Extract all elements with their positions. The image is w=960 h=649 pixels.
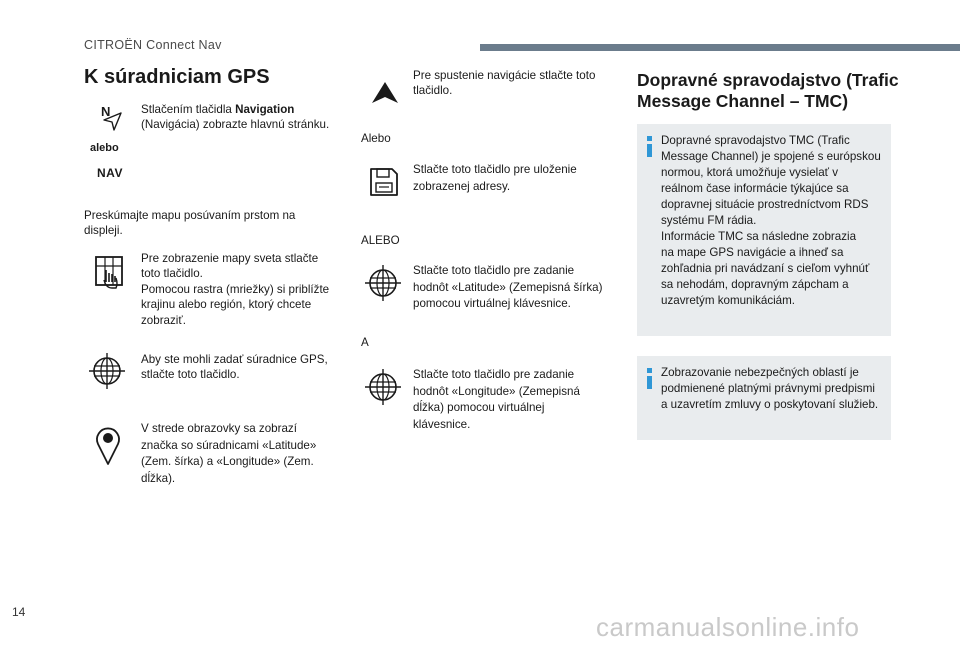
intro-prefix: Stlačením tlačidla [141, 103, 236, 116]
header-bar [480, 44, 960, 51]
save-icon [368, 166, 400, 198]
intro-text [141, 102, 341, 133]
grid-button-text: Pre zobrazenie mapy sveta stlačte toto tlačidlo. Pomocou rastra (mriežky) si priblížte krajinu alebo región, ktorý chcete zobraziť. [141, 252, 330, 327]
section-heading-tmc: Dopravné spravodajstvo (Trafic Message Channel – TMC) [637, 70, 899, 111]
gps-button-text: Aby ste mohli zadať súradnice GPS, stlačte toto tlačidlo. [141, 353, 328, 382]
manual-title: CITROËN Connect Nav [84, 38, 222, 52]
a-label: A [361, 336, 369, 349]
section-heading-gps: K súradniciam GPS [84, 66, 270, 88]
intro-suffix: (Navigácia) zobrazte hlavnú stránku. [141, 118, 330, 132]
globe-icon [364, 264, 402, 302]
alebo-label-2: Alebo [361, 132, 391, 145]
nav-button-label: NAV [97, 166, 123, 180]
explore-text: Preskúmajte mapu posúvaním prstom na displeji. [84, 209, 296, 238]
marker-text: V strede obrazovky sa zobrazí značka so súradnicami «Latitude» (Zem. šírka) a «Longitude» (Zem. dĺžka). [141, 422, 317, 485]
latitude-button-text: Stlačte toto tlačidlo pre zadanie hodnôt «Latitude» (Zemepisná šírka) pomocou virtuálnej klávesnice. [413, 264, 603, 310]
globe-icon [88, 352, 126, 390]
longitude-button-text: Stlačte toto tlačidlo pre zadanie hodnôt «Longitude» (Zemepisná dĺžka) pomocou virtuálnej klávesnice. [413, 368, 580, 431]
info-text-tmc: Dopravné spravodajstvo TMC (Trafic Message Channel) je spojené s európskou normou, ktorá umožňuje vysielať v reálnom čase informácie týkajúce sa dopravnej situácie prostredníctvom RDS systému FM rádia. Informácie TMC sa následne zobrazia na mape GPS navigácie a ihneď sa zohľadnia pri navádzaní s cieľom vyhnúť sa nehodám, dopravným zápcham a uzavretým komunikáciám. [661, 134, 881, 307]
info-text-danger-zones: Zobrazovanie nebezpečných oblastí je podmienené platnými právnymi predpismi a uzavretím zmluvy o poskytovaní služieb. [661, 366, 879, 411]
intro-bold: Navigation [235, 103, 295, 116]
start-navigation-icon [370, 81, 400, 105]
info-box-danger-zones [637, 356, 891, 440]
start-navigation-text: Pre spustenie navigácie stlačte toto tlačidlo. [413, 69, 596, 98]
globe-icon [364, 368, 402, 406]
info-box-tmc [637, 124, 891, 336]
north-letter: N [101, 104, 111, 119]
navigation-arrow-icon [101, 110, 125, 132]
map-pin-icon [94, 424, 122, 466]
map-grid-icon [92, 254, 126, 290]
page-number: 14 [12, 605, 26, 619]
watermark: carmanualsonline.info [596, 612, 860, 642]
alebo-label: alebo [90, 142, 119, 154]
save-button-text: Stlačte toto tlačidlo pre uloženie zobrazenej adresy. [413, 163, 577, 193]
info-icon [647, 136, 653, 157]
info-icon [647, 368, 653, 389]
alebo-caps-label: ALEBO [361, 234, 400, 247]
